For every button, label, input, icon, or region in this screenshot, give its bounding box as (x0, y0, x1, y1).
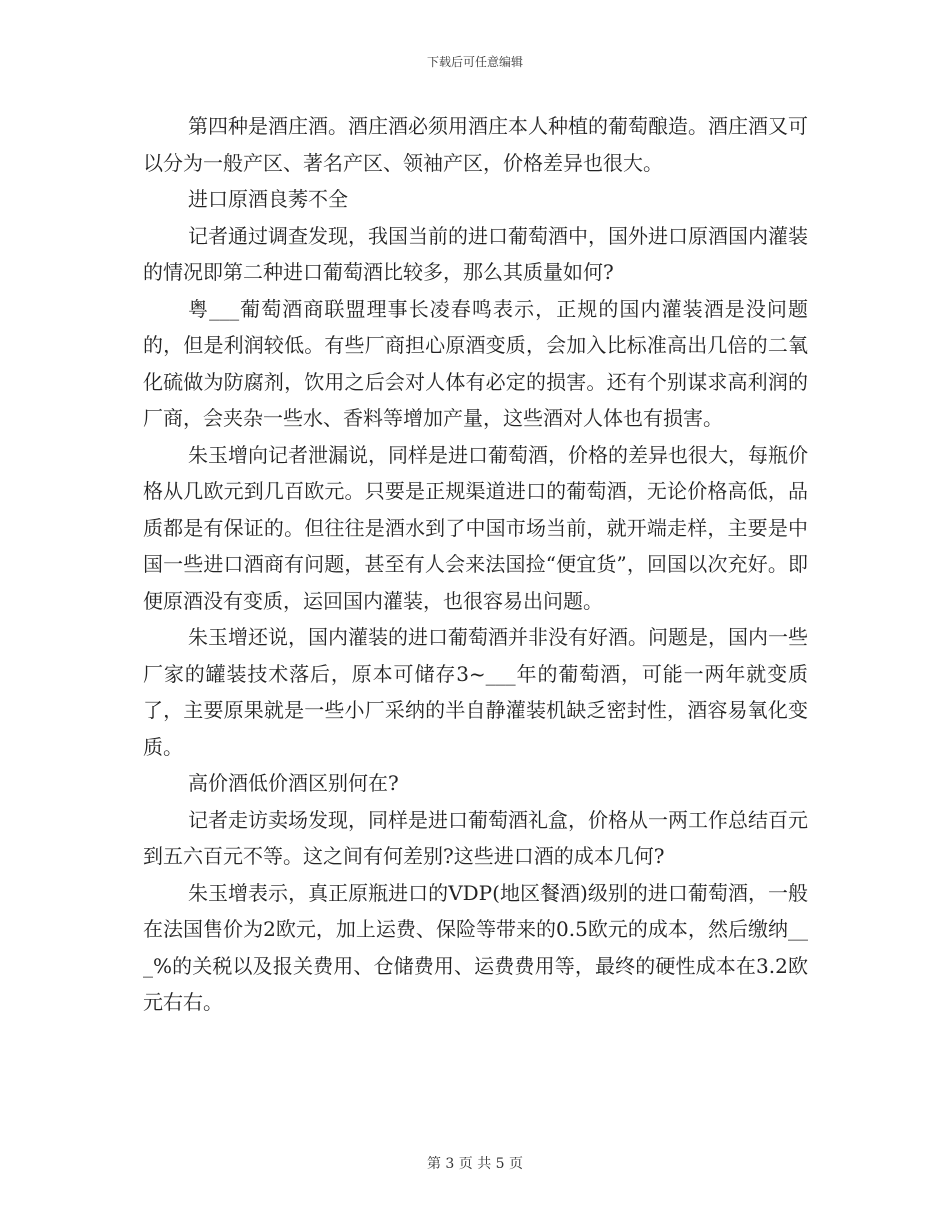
page-header: 下载后可任意编辑 (426, 55, 523, 69)
paragraph-zhu-yuzeng-bottling: 朱玉增还说，国内灌装的进口葡萄酒并非没有好酒。问题是，国内一些厂家的罐装技术落后，原本可储存3~___年的葡萄酒，可能一两年就变质了，主要原果就是一些小厂采纳的半自静灌装机缺乏密封性，酒容易氧化变质。 (143, 625, 808, 759)
paragraph-reporter-investigation: 记者通过调查发现，我国当前的进口葡萄酒中，国外进口原酒国内灌装的情况即第二种进口葡萄酒比较多，那么其质量如何? (143, 223, 808, 284)
paragraph-zhu-yuzeng-prices: 朱玉增向记者泄漏说，同样是进口葡萄酒，价格的差异也很大，每瓶价格从几欧元到几百欧元。只要是正规渠道进口的葡萄酒，无论价格高低，品质都是有保证的。但往往是酒水到了中国市场当前，就开端走样，主要是中国一些进口酒商有问题，甚至有人会来法国捡“便宜货”，回国以次充好。即便原酒没有变质，运回国内灌装，也很容易出问题。 (143, 442, 808, 613)
page-footer: 第 3 页 共 5 页 (426, 1156, 524, 1172)
paragraph-zhu-yuzeng-cost: 朱玉增表示，真正原瓶进口的VDP(地区餐酒)级别的进口葡萄酒，一般在法国售价为2欧元，加上运费、保险等带来的0.5欧元的成本，然后缴纳___%的关税以及报关费用、仓储费用、运费费用等，最终的硬性成本在3.2欧元右右。 (143, 880, 808, 1014)
paragraph-alliance-chairman: 粤___葡萄酒商联盟理事长凌春鸣表示，正规的国内灌装酒是没问题的，但是利润较低。有些厂商担心原酒变质，会加入比标准高出几倍的二氧化硫做为防腐剂，饮用之后会对人体有必定的损害。还有个别谋求高利润的厂商，会夹杂一些水、香料等增加产量，这些酒对人体也有损害。 (143, 296, 808, 430)
paragraph-chateau-wine: 第四种是酒庄酒。酒庄酒必须用酒庄本人种植的葡萄酿造。酒庄酒又可以分为一般产区、著名产区、领袖产区，价格差异也很大。 (143, 114, 808, 175)
section-heading-imported-bulk-wine: 进口原酒良莠不全 (188, 187, 348, 211)
section-heading-price-difference: 高价酒低价酒区别何在? (188, 771, 399, 795)
document-body (143, 108, 808, 1021)
paragraph-reporter-market-visit: 记者走访卖场发现，同样是进口葡萄酒礼盒，价格从一两工作总结百元到五六百元不等。这之间有何差别?这些进口酒的成本几何? (143, 807, 808, 868)
